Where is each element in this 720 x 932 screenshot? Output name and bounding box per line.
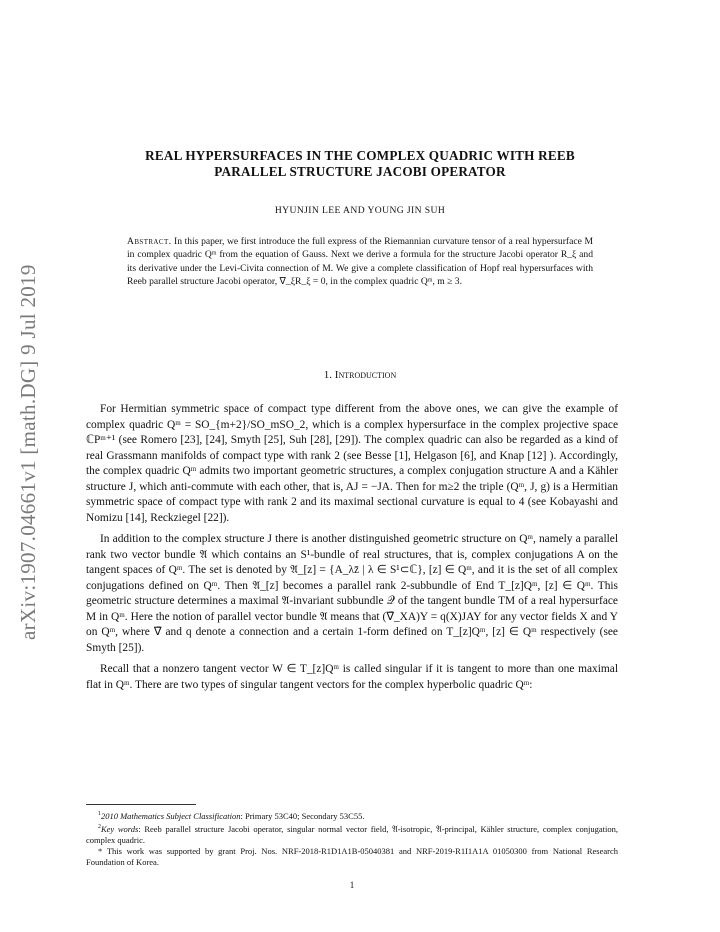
paper-title — [86, 148, 634, 180]
footnote — [86, 822, 618, 846]
author-list: HYUNJIN LEE AND YOUNG JIN SUH — [274, 205, 446, 216]
arxiv-identifier: arXiv:1907.04661v1 [math.DG] 9 Jul 2019 — [16, 264, 40, 640]
abstract-text: In this paper, we first introduce the full express of the Riemannian curvature tensor of a real hypersurface M in complex quadric Qᵐ from the equation of Gauss. Next we derive a formula for the structure Jacobi operator R_ξ and its derivative under the Levi-Civita connection of M. We give a complete classification of Hopf real hypersurfaces with Reeb parallel structure Jacobi operator, ∇_ξR_ξ = 0, in the complex quadric Qᵐ, m ≥ 3. — [127, 236, 593, 288]
footnotes — [86, 809, 618, 869]
title-line-2: PARALLEL STRUCTURE JACOBI OPERATOR — [214, 164, 506, 179]
section-number: 1. — [323, 369, 333, 381]
title-line-1: REAL HYPERSURFACES IN THE COMPLEX QUADRIC WITH REEB — [145, 148, 575, 163]
section-heading — [86, 369, 634, 381]
body-text — [86, 402, 618, 699]
footnote — [86, 809, 618, 822]
abstract-label: Abstract. — [127, 236, 172, 247]
footnote-mark: 2 — [98, 824, 101, 831]
abstract — [127, 235, 593, 289]
paragraph: Recall that a nonzero tangent vector W ∈ T_[z]Qᵐ is called singular if it is tangent to more than one maximal flat in Qᵐ. There are two types of singular tangent vectors for the complex hyperbolic quadric Qᵐ: — [86, 663, 618, 691]
footnote-label: 2010 Mathematics Subject Classification — [100, 810, 241, 821]
footnote-text: : Reeb parallel structure Jacobi operator, singular normal vector field, 𝔄-isotropic, 𝔄-principal, Kähler structure, complex conjugation, complex quadric. — [86, 823, 618, 846]
paragraph: In addition to the complex structure J there is another distinguished geometric structure on Qᵐ, namely a parallel rank two vector bundle 𝔄 which contains an S¹-bundle of real structures, that is, complex conjugations A on the tangent spaces of Qᵐ. The set is denoted by 𝔄_[z] = {A_λz̄ | λ ∈ S¹⊂ℂ}, [z] ∈ Qᵐ, and it is the set of all complex conjugations defined on Qᵐ. Then 𝔄_[z] becomes a parallel rank 2-subbundle of End T_[z]Qᵐ, [z] ∈ Qᵐ. This geometric structure determines a maximal 𝔄-invariant subbundle 𝒬 of the tangent bundle TM of a real hypersurface M in Qᵐ. Here the notion of parallel vector bundle 𝔄 means that (∇̄_XA)Y = q(X)JAY for any vector fields X and Y on Qᵐ, where ∇̄ and q denote a connection and a certain 1-form defined on T_[z]Qᵐ, [z] ∈ Qᵐ respectively (see Smyth [25]). — [86, 533, 618, 654]
footnote-mark: 1 — [98, 811, 101, 817]
section-title: Introduction — [334, 369, 397, 381]
paragraph: For Hermitian symmetric space of compact type different from the above ones, we can give the example of complex quadric Qᵐ = SO_{m+2}/SO_mSO_2, which is a complex hypersurface in the complex projective space ℂPᵐ⁺¹ (see Romero [23], [24], Smyth [25], Suh [28], [29]). The complex quadric can also be regarded as a kind of real Grassmann manifolds of compact type with rank 2 (see Besse [1], Helgason [6], and Knap [12] ). Accordingly, the complex quadric Qᵐ admits two important geometric structures, a complex conjugation structure A and a Kähler structure J, which anti-commute with each other, that is, AJ = −JA. Then for m≥2 the triple (Qᵐ, J, g) is a Hermitian symmetric space of compact type with rank 2 and its maximal sectional curvature is equal to 4 (see Kobayashi and Nomizu [14], Reckziegel [22]). — [86, 403, 618, 524]
footnote-rule — [86, 804, 196, 805]
footnote-text: : Primary 53C40; Secondary 53C55. — [240, 810, 365, 821]
footnote-text: This work was supported by grant Proj. Nos. NRF-2018-R1D1A1B-05040381 and NRF-2019-R1I1A1A 01050300 from National Research Foundation of Korea. — [86, 846, 618, 868]
footnote-mark: * — [98, 846, 103, 857]
page-number: 1 — [349, 880, 355, 890]
footnote — [86, 846, 618, 868]
footnote-label: Key words — [100, 823, 139, 834]
